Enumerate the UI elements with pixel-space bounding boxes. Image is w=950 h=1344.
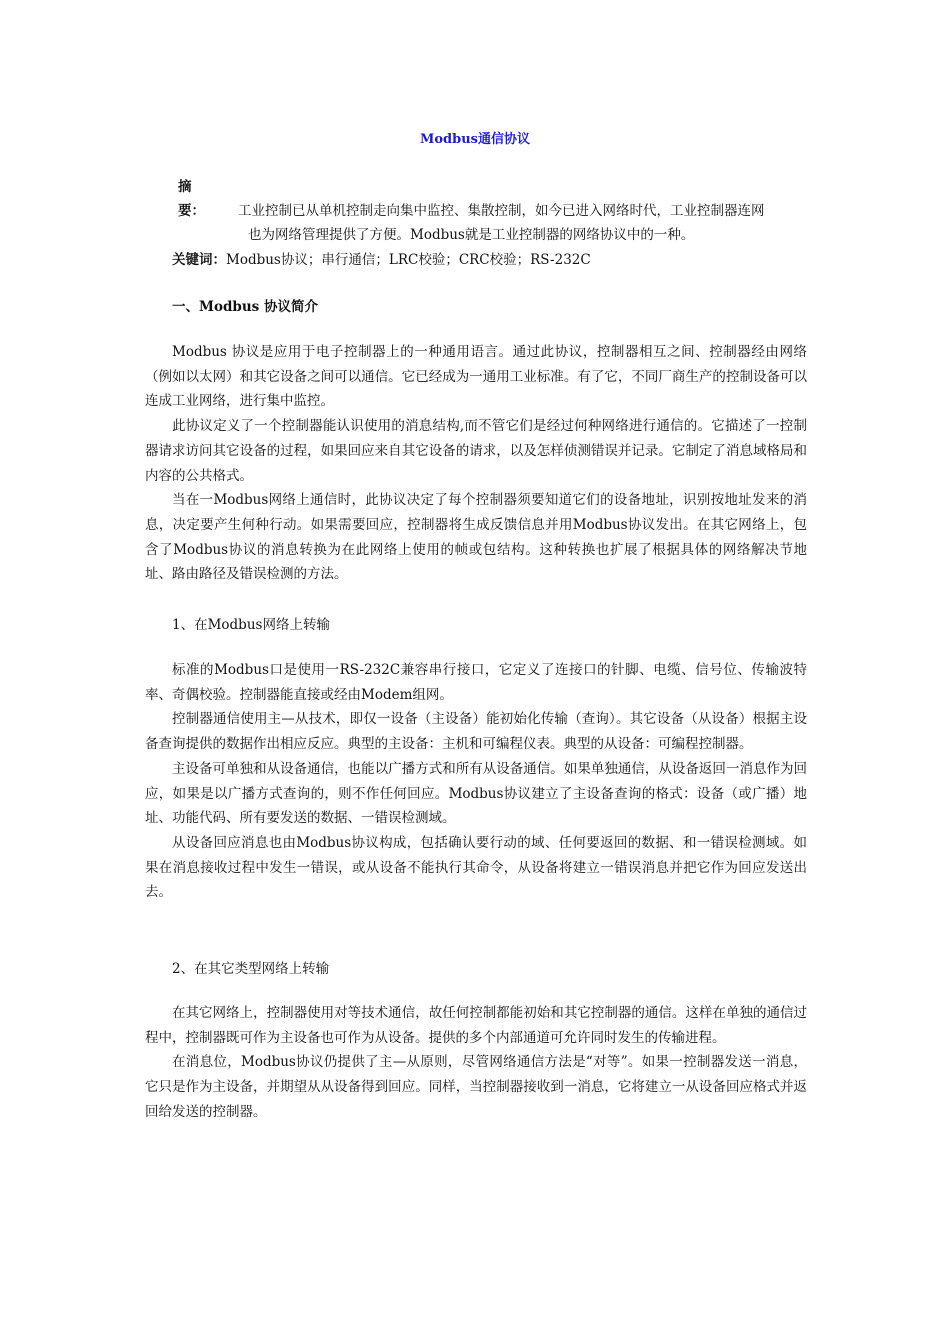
paragraph: 在其它网络上，控制器使用对等技术通信，故任何控制都能初始和其它控制器的通信。这样在单独的通信过程中，控制器既可作为主设备也可作为从设备。提供的多个内部通道可允许同时发生的传输进程。	[145, 1005, 807, 1046]
keywords-label: 关键词：	[172, 252, 226, 268]
keywords	[172, 248, 591, 268]
paragraph: 在消息位，Modbus协议仍提供了主—从原则，尽管网络通信方法是“对等”。如果一控制器发送一消息，它只是作为主设备，并期望从从设备得到回应。同样，当控制器接收到一消息，它将建立一从设备回应格式并返回给发送的控制器。	[145, 1054, 807, 1120]
paragraph: Modbus 协议是应用于电子控制器上的一种通用语言。通过此协议，控制器相互之间、控制器经由网络（例如以太网）和其它设备之间可以通信。它已经成为一通用工业标准。有了它，不同厂商生产的控制设备可以连成工业网络，进行集中监控。	[145, 344, 807, 410]
abstract-line-1	[178, 175, 813, 223]
section-1-body	[145, 340, 807, 587]
paragraph: 从设备回应消息也由Modbus协议构成，包括确认要行动的域、任何要返回的数据、和一错误检测域。如果在消息接收过程中发生一错误，或从设备不能执行其命令，从设备将建立一错误消息并把它作为回应发送出去。	[145, 834, 807, 901]
paragraph: 当在一Modbus网络上通信时，此协议决定了每个控制器须要知道它们的设备地址，识别按地址发来的消息，决定要产生何种行动。如果需要回应，控制器将生成反馈信息并用Modbus协议发出。在其它网络上，包含了Modbus协议的消息转换为在此网络上使用的帧或包结构。这种转换也扩展了根据具体的网络解决节地址、路由路径及错误检测的方法。	[145, 492, 807, 583]
abstract	[178, 175, 813, 247]
abstract-text-1: 工业控制已从单机控制走向集中监控、集散控制，如今已进入网络时代，工业控制器连网	[238, 203, 765, 219]
doc-title: Modbus通信协议	[419, 132, 530, 147]
keywords-text: Modbus协议；串行通信；LRC校验；CRC校验；RS-232C	[226, 252, 591, 268]
subsection-heading-2: 2、在其它类型网络上转输	[172, 961, 330, 977]
subsection-heading-1: 1、在Modbus网络上转输	[172, 617, 330, 633]
abstract-label: 摘 要：	[178, 179, 219, 219]
abstract-text-2: 也为网络管理提供了方便。Modbus就是工业控制器的网络协议中的一种。	[248, 227, 695, 243]
section-heading-1: 一、Modbus 协议简介	[172, 299, 318, 315]
paragraph: 标准的Modbus口是使用一RS-232C兼容串行接口，它定义了连接口的针脚、电缆、信号位、传输波特率、奇偶校验。控制器能直接或经由Modem组网。	[145, 662, 807, 703]
subsection-2-body	[145, 1001, 807, 1125]
paragraph: 控制器通信使用主—从技术，即仅一设备（主设备）能初始化传输（查询）。其它设备（从设备）根据主设备查询提供的数据作出相应反应。典型的主设备：主机和可编程仪表。典型的从设备：可编程控制器。	[145, 711, 807, 753]
paragraph: 主设备可单独和从设备通信，也能以广播方式和所有从设备通信。如果单独通信，从设备返回一消息作为回应，如果是以广播方式查询的，则不作任何回应。Modbus协议建立了主设备查询的格式：设备（或广播）地址、功能代码、所有要发送的数据、一错误检测域。	[145, 760, 807, 827]
subsection-1-body	[145, 658, 807, 905]
paragraph: 此协议定义了一个控制器能认识使用的消息结构,而不管它们是经过何种网络进行通信的。它描述了一控制器请求访问其它设备的过程，如果回应来自其它设备的请求，以及怎样侦测错误并记录。它制定了消息域格局和内容的公共格式。	[145, 418, 807, 484]
